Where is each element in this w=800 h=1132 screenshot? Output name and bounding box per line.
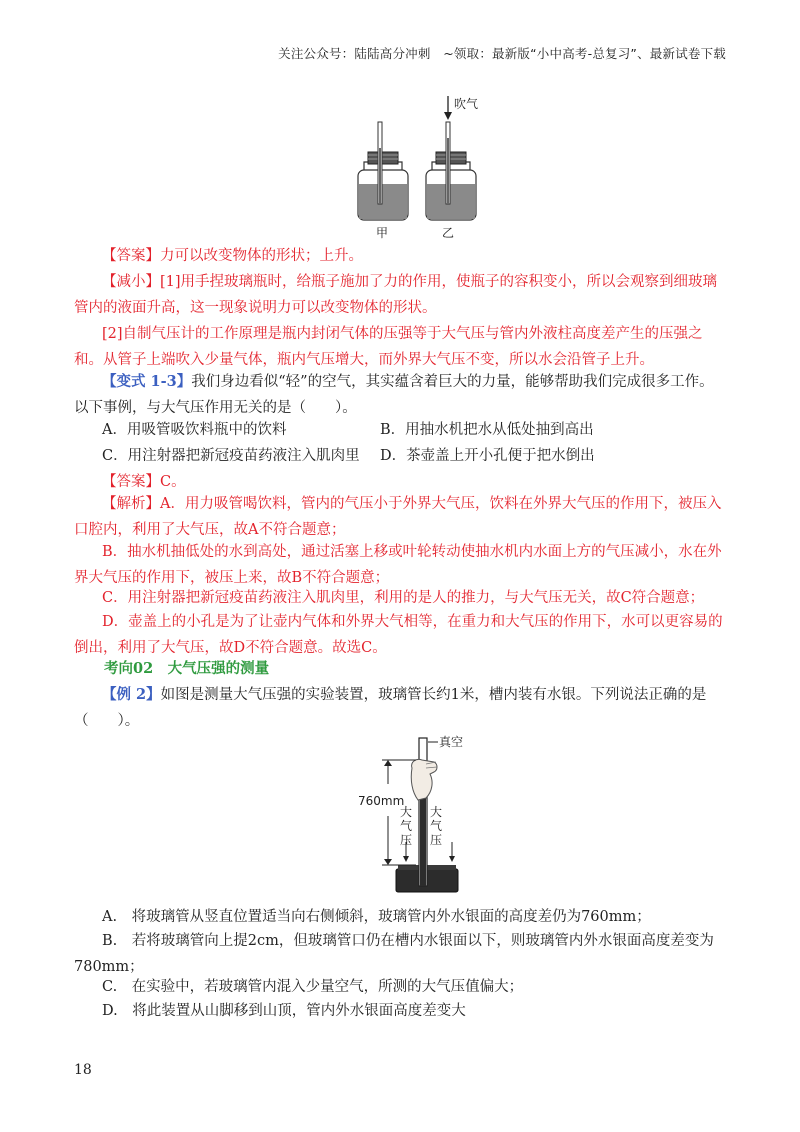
bottle-right	[426, 96, 479, 220]
atm-left-2: 气	[400, 819, 413, 833]
q1-jianxiao-tag: 【减小】	[102, 274, 160, 290]
q2-analysis-c: C．用注射器把新冠疫苗药液注入肌肉里，利用的是人的推力，与大气压无关，故C符合题意；	[102, 590, 705, 606]
q2-analysis-b: B．抽水机抽低处的水到高处，通过活塞上移或叶轮转动使抽水机内水面上方的气压减小，水在外界大气压的作用下，被压上来，故B不符合题意；	[74, 544, 722, 586]
q3-option-c: C. 在实验中，若玻璃管内混入少量空气，所测的大气压值偏大；	[102, 979, 524, 995]
height-label: 760mm	[358, 794, 405, 808]
figure1-label-left: 甲	[376, 226, 389, 240]
q2-analysis-tag: 【解析】	[102, 496, 160, 512]
q3-question	[74, 682, 726, 734]
figure1-blow-label: 吹气	[454, 97, 479, 111]
q2-stem: 我们身边看似“轻”的空气，其实蕴含着巨大的力量，能够帮助我们完成很多工作。以下事例，与大气压作用无关的是（ ）。	[74, 374, 714, 416]
atm-right-2: 气	[430, 819, 443, 833]
bottle-figure	[340, 92, 480, 242]
bottle-left	[358, 122, 408, 220]
atm-right-1: 大	[430, 805, 443, 819]
q1-jianxiao-text: [1]用手捏玻璃瓶时，给瓶子施加了力的作用，使瓶子的容积变小，所以会观察到细玻璃管内的液面升高，这一现象说明力可以改变物体的形状。	[74, 274, 718, 316]
atm-left-3: 压	[400, 833, 413, 847]
q3-option-b: B. 若将玻璃管向上提2cm，但玻璃管口仍在槽内水银面以下，则玻璃管内外水银面高度差变为780mm；	[74, 933, 714, 975]
q2-option-d: D．茶壶盖上开小孔便于把水倒出	[380, 448, 595, 464]
atm-right-3: 压	[430, 833, 443, 847]
section-title: 考向02 大气压强的测量	[104, 660, 270, 677]
q3-option-d: D. 将此装置从山脚移到山顶，管内外水银面高度差变大	[102, 1003, 466, 1019]
page-header: 关注公众号：陆陆高分冲刺 ~领取：最新版“小中高考-总复习”、最新试卷下载	[278, 46, 726, 61]
q2-option-a: A．用吸管吸饮料瓶中的饮料	[102, 422, 287, 438]
q2-answer-text: C。	[160, 474, 186, 490]
vacuum-label: 真空	[439, 735, 464, 749]
q1-answer-tag: 【答案】	[102, 248, 160, 264]
figure1-label-right: 乙	[442, 226, 455, 240]
q2-analysis-a-text: A．用力吸管喝饮料，管内的气压小于外界大气压，饮料在外界大气压的作用下，被压入口腔内，利用了大气压，故A不符合题意；	[74, 496, 722, 538]
q2-answer-tag: 【答案】	[102, 474, 160, 490]
q2-question	[74, 369, 726, 421]
q2-tag: 【变式 1-3】	[102, 373, 192, 390]
q2-analysis-a	[74, 491, 726, 543]
q1-answer	[74, 243, 726, 269]
atm-left-1: 大	[400, 805, 413, 819]
q2-option-c: C．用注射器把新冠疫苗药液注入肌肉里	[102, 448, 360, 464]
q1-answer-text: 力可以改变物体的形状；上升。	[160, 248, 363, 264]
q1-explain-2: [2]自制气压计的工作原理是瓶内封闭气体的压强等于大气压与管内外液柱高度差产生的压强之和。从管子上端吹入少量气体，瓶内气压增大，而外界大气压不变，所以水会沿管子上升。	[74, 326, 703, 368]
q3-option-a: A. 将玻璃管从竖直位置适当向右侧倾斜，玻璃管内外水银面的高度差仍为760mm；	[102, 909, 651, 925]
q1-jianxiao	[74, 269, 726, 321]
q2-analysis-d: D．壶盖上的小孔是为了让壶内气体和外界大气相等，在重力和大气压的作用下，水可以更容易的倒出，利用了大气压，故D不符合题意。故选C。	[74, 614, 723, 656]
q2-option-b: B．用抽水机把水从低处抽到高出	[380, 422, 594, 438]
q3-tag: 【例 2】	[102, 686, 161, 703]
torricelli-figure	[352, 732, 472, 897]
page-number: 18	[74, 1062, 92, 1078]
q3-stem: 如图是测量大气压强的实验装置，玻璃管长约1米，槽内装有水银。下列说法正确的是（ ）。	[74, 687, 707, 729]
